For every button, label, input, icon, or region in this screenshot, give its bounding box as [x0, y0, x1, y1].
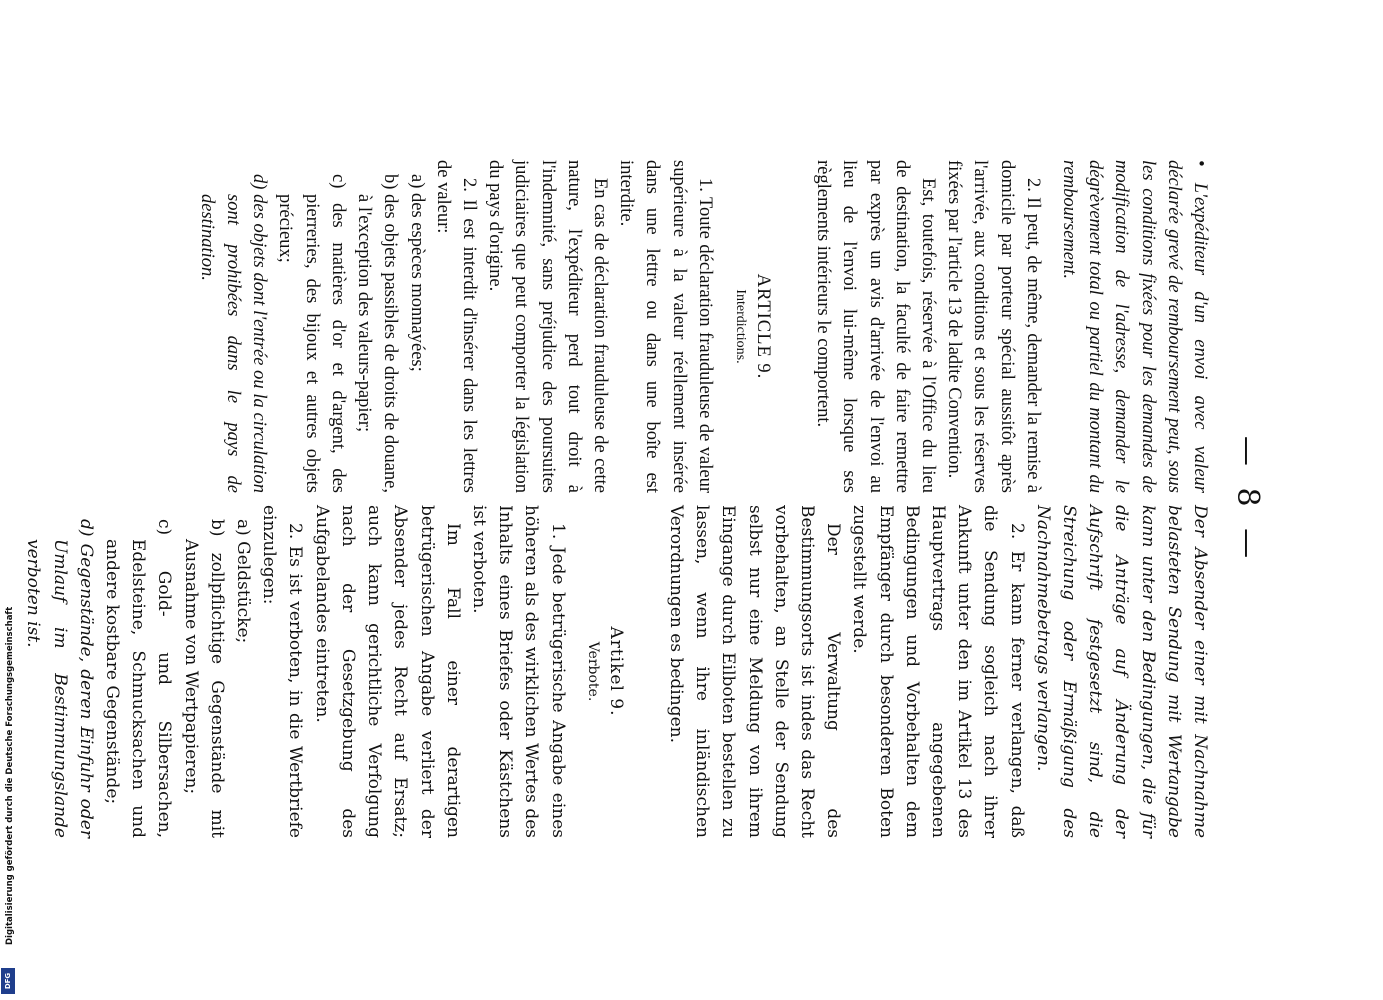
digitization-credit: [2, 605, 18, 995]
de-item-c: c) Gold- und Silbersachen, Edelsteine, Schmucksachen und andere kostbare Gegenstände;: [102, 519, 175, 838]
de-paragraph-1: Der Absender einer mit Nachnahme belasteten Sendung mit Wertangabe kann unter den Bedingungen, die für die Anträge auf Änderung der Aufschrift festgesetzt sind, die Streichung oder Ermäßigung des Nachnahmebetrags verlangen.: [1032, 505, 1210, 838]
de-paragraph-4: 1. Jede betrügerische Angabe eines höheren als des wirklichen Wertes des Inhalts eines Briefes oder Kästchens ist verboten.: [468, 505, 568, 838]
fr-item-d: d) des objets dont l'entrée ou la circulation sont prohibées dans le pays de destination.: [196, 174, 270, 493]
fr-item-b: b) des objets passibles de droits de douane, à l'exception des valeurs-papier;: [354, 174, 401, 493]
french-column: [194, 160, 1213, 493]
page-number: — 8 —: [1230, 435, 1265, 565]
fr-paragraph-1: • L'expéditeur d'un envoi avec valeur déclarée grevé de remboursement peut, sous les conditions fixées pour les demandes de modification de l'adresse, demander le dégrèvement total ou partiel du montant du remboursement.: [1058, 160, 1210, 493]
fr-paragraph-6: 2. Il est interdit d'insérer dans les lettres de valeur:: [432, 160, 479, 493]
fr-paragraph-3: Est, toutefois, réservée à l'Office du lieu de destination, la faculté de faire remettre par exprès un avis d'arrivée de l'envoi au lieu de l'envoi lui-même lorsque ses règlements intérieurs le comportent.: [813, 160, 938, 493]
fr-item-c: c) des matières d'or et d'argent, des pierreries, des bijoux et autres objets précieux;: [275, 174, 348, 493]
de-article-subtitle: Verbote.: [584, 641, 601, 702]
german-column: [20, 505, 1213, 838]
de-paragraph-6: 2. Es ist verboten, in die Wertbriefe einzulegen:: [259, 505, 306, 838]
de-item-d: d) Gegenstände, deren Einfuhr oder Umlauf im Bestimmungslande verboten ist.: [23, 519, 96, 838]
de-item-a: a) Geldstücke;: [233, 519, 254, 644]
credit-text: Digitalisierung gefördert durch die Deutsche Forschungsgemeinschaft: [5, 606, 15, 945]
dfg-logo-text: DFG: [4, 972, 12, 990]
fr-paragraph-2: 2. Il peut, de même, demander la remise à domicile par porteur spécial aussitôt après l'arrivée, aux conditions et sous les réserves fixées par l'article 13 de ladite Convention.: [944, 160, 1043, 493]
fr-paragraph-5: En cas de déclaration frauduleuse de cette nature, l'expéditeur perd tout droit à l'indemnité, sans préjudice des poursuites judiciaires que peut comporter la législation du pays d'origine.: [485, 160, 610, 493]
de-item-b: b) zollpflichtige Gegenstände mit Ausnahme von Wertpapieren;: [180, 519, 227, 838]
fr-item-a: a) des espèces monnayées;: [406, 174, 427, 372]
fr-article-subtitle: Interdictions.: [732, 289, 748, 364]
dfg-logo: [1, 968, 15, 994]
de-paragraph-2: 2. Er kann ferner verlangen, daß die Sendung sogleich nach ihrer Ankunft unter den im Artikel 13 des Hauptvertrags angegebenen Bedingungen und Vorbehalten dem Empfänger durch besonderen Boten zugestellt werde.: [849, 505, 1027, 838]
fr-article-title: ARTICLE 9.: [752, 273, 773, 380]
de-article-title: Artikel 9.: [605, 626, 626, 717]
de-paragraph-5: Im Fall einer derartigen betrügerischen Angabe verliert der Absender jedes Recht auf Ersatz; auch kann gerichtliche Verfolgung nach der Gesetzgebung des Aufgabelandes eintreten.: [311, 505, 463, 838]
fr-paragraph-4: 1. Toute déclaration frauduleuse de valeur supérieure à la valeur réellement insérée dans une lettre ou dans une boîte est interdite.: [616, 160, 715, 493]
de-paragraph-3: Der Verwaltung des Bestimmungsorts ist indes das Recht vorbehalten, an Stelle der Sendung selbst nur eine Meldung von ihrem Eingange durch Eilboten bestellen zu lassen, wenn ihre inländischen Verordnungen es bedingen.: [665, 505, 844, 838]
